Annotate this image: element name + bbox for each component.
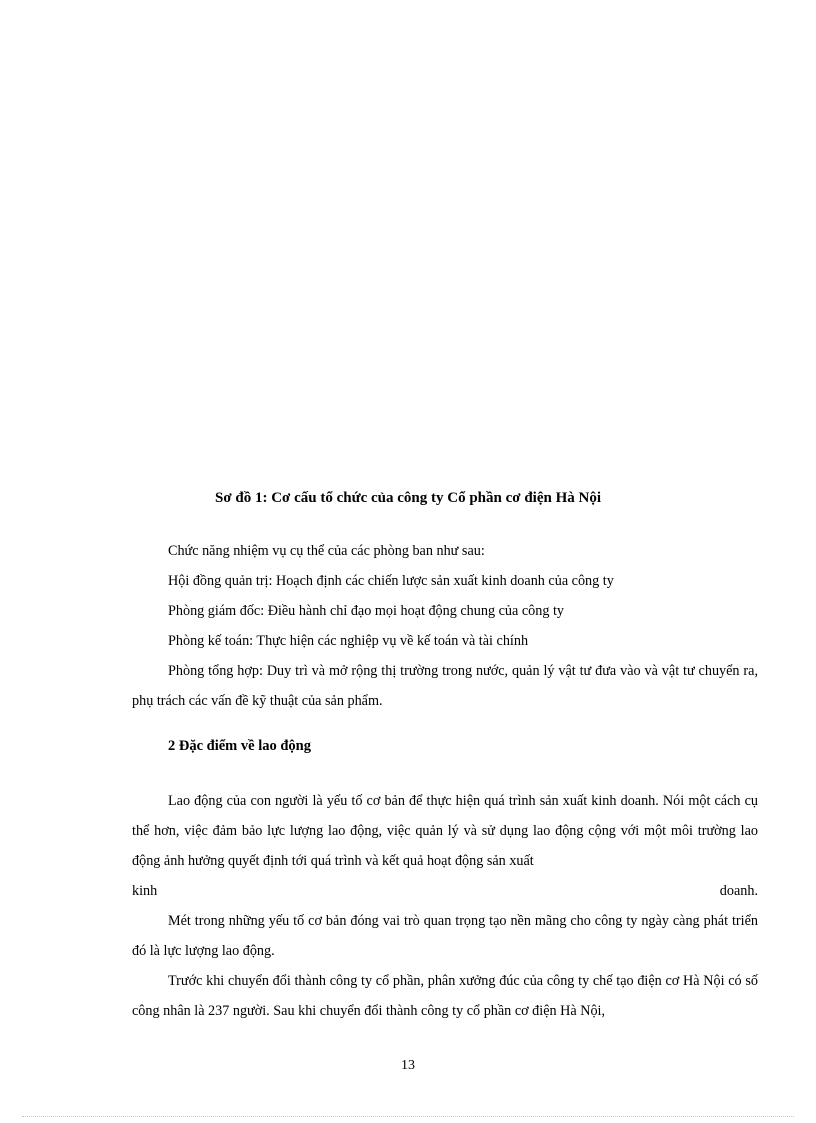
figure-caption: Sơ đồ 1: Cơ cấu tổ chức của công ty Cổ phần cơ điện Hà Nội	[214, 490, 602, 506]
labor-section	[132, 786, 758, 1026]
labor-paragraph-1: Lao động của con người là yếu tố cơ bản để thực hiện quá trình sản xuất kinh doanh. Nói một cách cụ thể hơn, việc đảm bảo lực lượng lao động, việc quản lý và sử dụng lao động cộng với một môi trường lao động ảnh hưởng quyết định tới quá trình và kết quả hoạt động sản xuất	[132, 793, 758, 869]
function-accounting: Phòng kế toán: Thực hiện các nghiệp vụ về kế toán và tài chính	[168, 633, 529, 649]
labor-paragraph-3: Trước khi chuyển đổi thành công ty cổ phần, phân xưởng đúc của công ty chế tạo điện cơ Hà Nội có số công nhân là 237 người. Sau khi chuyển đổi thành công ty cổ phần cơ điện Hà Nội,	[132, 973, 758, 1019]
page-bottom-border	[22, 1116, 794, 1117]
functions-intro: Chức năng nhiệm vụ cụ thể của các phòng ban như sau:	[168, 543, 485, 559]
section-heading: 2 Đặc điểm về lao động	[168, 738, 311, 754]
department-functions	[132, 536, 758, 716]
function-general: Phòng tổng hợp: Duy trì và mở rộng thị trường trong nước, quản lý vật tư đưa vào và vật tư chuyển ra, phụ trách các vấn đề kỹ thuật của sản phẩm.	[132, 663, 758, 709]
function-board: Hội đồng quản trị: Hoạch định các chiến lược sản xuất kinh doanh của công ty	[168, 573, 614, 589]
labor-paragraph-1-last-line	[132, 876, 758, 906]
function-director: Phòng giám đốc: Điều hành chỉ đạo mọi hoạt động chung của công ty	[168, 603, 564, 619]
labor-paragraph-2: Mét trong những yếu tố cơ bản đóng vai trò quan trọng tạo nền mãng cho công ty ngày càng phát triển đó là lực lượng lao động.	[132, 913, 758, 959]
last-line-right-word: doanh.	[719, 883, 758, 899]
page-number: 13	[401, 1058, 415, 1073]
last-line-left-word: kinh	[132, 883, 158, 899]
